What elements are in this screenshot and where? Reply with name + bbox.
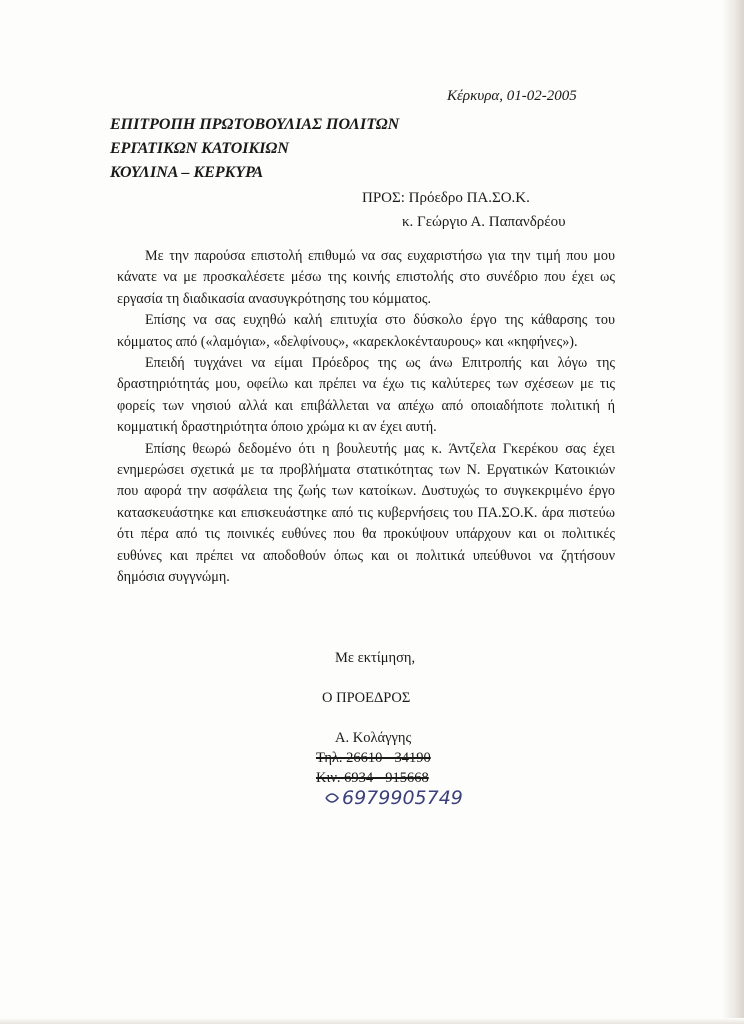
recipient-line-2: κ. Γεώργιο Α. Παπανδρέου xyxy=(402,214,566,230)
letter-body xyxy=(117,246,615,589)
organization-line-2: ΕΡΓΑΤΙΚΩΝ ΚΑΤΟΙΚΙΩΝ xyxy=(110,140,289,157)
body-paragraph-3: Επειδή τυγχάνει να είμαι Πρόεδρος της ως άνω Επιτροπής και λόγω της δραστηριότητάς μου, οφείλω και πρέπει να έχω τις καλύτερες των σχέσεων με τις φορείς των νησιού αλλά και επιβάλλεται να απέχω από οποιαδήποτε πολιτική ή κομματική δραστηριότητα όποιο χρώμα κι αν έχει αυτή. xyxy=(117,355,615,436)
sender-organization xyxy=(110,113,399,185)
signer-name: Α. Κολάγγης xyxy=(335,730,412,746)
struck-phone-number: Τηλ. 26610 - 34190 xyxy=(316,750,431,766)
scan-edge-shadow xyxy=(722,0,744,1024)
organization-line-1: ΕΠΙΤΡΟΠΗ ΠΡΩΤΟΒΟΥΛΙΑΣ ΠΟΛΙΤΩΝ xyxy=(110,116,400,133)
body-paragraph-2: Επίσης να σας ευχηθώ καλή επιτυχία στο δύσκολο έργο της κάθαρσης του κόμματος από («λαμόγια», «δελφίνους», «καρεκλοκένταυρους» και «κηφήνες»). xyxy=(117,312,615,350)
recipient-line-1: ΠΡΟΣ: Πρόεδρο ΠΑ.ΣΟ.Κ. xyxy=(362,190,530,206)
closing-phrase: Με εκτίμηση, xyxy=(335,650,416,666)
handwritten-number-drawing xyxy=(322,778,482,814)
body-paragraph-4: Επίσης θεωρώ δεδομένο ότι η βουλευτής μας κ. Άντζελα Γκερέκου σας έχει ενημερώσει σχετικά με τα προβλήματα στατικότητας των Ν. Εργατικών Κατοικιών που αφορά την ασφάλεια της ζωής των κατοίκων. Δυστυχώς το συγκεκριμένο έργο κατασκευάστηκε και επισκευάστηκε από τις κυβερνήσεις του ΠΑ.ΣΟ.Κ. άρα πιστεύω ότι πέρα από τις ποινικές ευθύνες που θα προκύψουν υπάρχουν και οι πολιτικές ευθύνες και πρέπει να αποδοθούν όπως και οι πολιτικά υπεύθυνοι να ζητήσουν δημόσια συγγνώμη. xyxy=(117,440,615,586)
letter-date: Κέρκυρα, 01-02-2005 xyxy=(447,88,577,104)
struck-mobile-number: Κιν. 6934 - 915668 xyxy=(316,770,429,786)
scan-bottom-shadow xyxy=(0,1018,744,1024)
handwritten-number-text: 6979905749 xyxy=(342,787,463,809)
signer-title: Ο ΠΡΟΕΔΡΟΣ xyxy=(322,690,411,706)
organization-line-3: ΚΟΥΛΙΝΑ – ΚΕΡΚΥΡΑ xyxy=(110,164,264,181)
handwritten-phone-number xyxy=(322,778,482,814)
recipient-block xyxy=(362,186,566,234)
body-paragraph-1: Με την παρούσα επιστολή επιθυμώ να σας ευχαριστήσω για την τιμή που μου κάνατε να με προσκαλέσετε μέσω της κοινής επιστολής στο συνέδριο που έχει ως εργασία τη διαδικασία ανασυγκρότησης του κόμματος. xyxy=(117,248,615,307)
